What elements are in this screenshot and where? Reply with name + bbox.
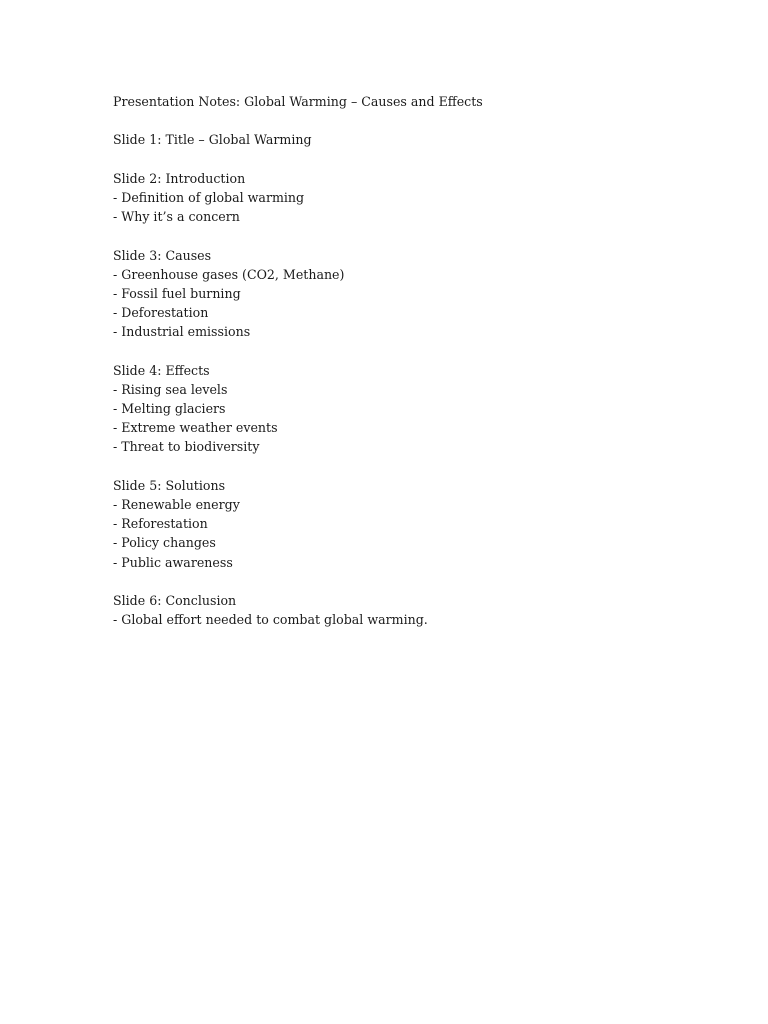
slide-3-bullet: - Deforestation <box>113 305 209 321</box>
slide-6-title: Slide 6: Conclusion <box>113 592 237 608</box>
document-body <box>113 92 713 648</box>
slide-2-bullet: - Why it’s a concern <box>113 209 240 225</box>
heading-section <box>113 92 713 111</box>
slide-2-title: Slide 2: Introduction <box>113 170 246 186</box>
slide-4-bullet: - Extreme weather events <box>113 420 278 436</box>
slide-1-section <box>113 130 713 149</box>
slide-5-bullet: - Renewable energy <box>113 496 240 512</box>
slide-3-bullet: - Greenhouse gases (CO2, Methane) <box>113 266 345 282</box>
document-heading: Presentation Notes: Global Warming – Causes and Effects <box>113 94 483 109</box>
slide-6-bullet: - Global effort needed to combat global warming. <box>113 612 428 628</box>
slide-1-title: Slide 1: Title – Global Warming <box>113 132 312 148</box>
slide-4-bullet: - Melting glaciers <box>113 401 226 416</box>
slide-3-bullet: - Industrial emissions <box>113 324 251 340</box>
slide-2-section <box>113 169 713 227</box>
slide-3-title: Slide 3: Causes <box>113 247 212 263</box>
slide-6-section <box>113 591 713 629</box>
slide-5-bullet: - Policy changes <box>113 535 216 551</box>
slide-2-bullet: - Definition of global warming <box>113 189 305 205</box>
slide-4-bullet: - Threat to biodiversity <box>113 439 260 455</box>
slide-5-bullet: - Reforestation <box>113 516 208 532</box>
slide-4-title: Slide 4: Effects <box>113 362 210 378</box>
slide-5-section <box>113 476 713 572</box>
slide-5-bullet: - Public awareness <box>113 554 233 570</box>
slide-3-bullet: - Fossil fuel burning <box>113 285 241 301</box>
slide-4-bullet: - Rising sea levels <box>113 381 228 397</box>
slide-4-section <box>113 361 713 457</box>
slide-5-title: Slide 5: Solutions <box>113 477 226 493</box>
slide-3-section <box>113 246 713 342</box>
